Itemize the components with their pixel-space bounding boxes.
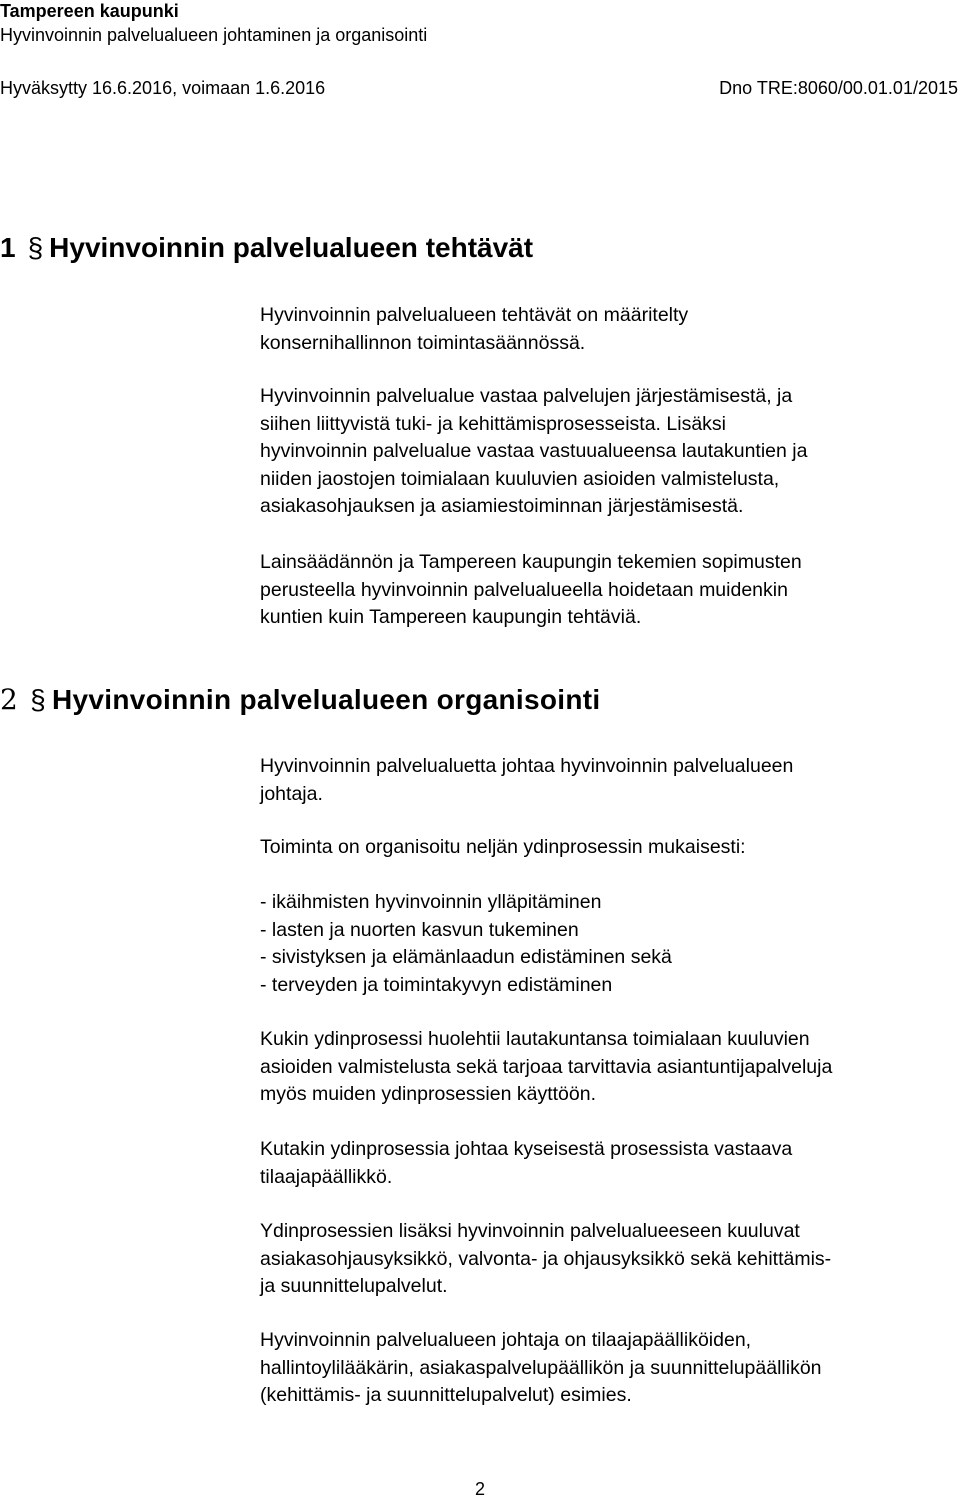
s1-paragraph-2 [260, 383, 950, 521]
section-2-number: 2 [0, 683, 19, 716]
s2-paragraph-2 [260, 1136, 950, 1191]
document-number: Dno TRE:8060/00.01.01/2015 [719, 78, 958, 98]
text-line: Kutakin ydinprosessia johtaa kyseisestä prosessista vastaava [260, 1138, 793, 1160]
section-symbol: § [27, 232, 44, 263]
text-line: (kehittämis- ja suunnittelupalvelut) esimies. [260, 1384, 632, 1406]
text-line: johtaja. [260, 782, 323, 805]
section-2-title: Hyvinvoinnin palvelualueen organisointi [52, 684, 601, 715]
text-line: Hyvinvoinnin palvelualue vastaa palvelujen järjestämisestä, ja [260, 385, 793, 407]
s2-intro [260, 753, 950, 808]
text-line: Lainsäädännön ja Tampereen kaupungin tekemien sopimusten [260, 551, 802, 573]
section-symbol: § [30, 684, 46, 715]
approval-date: Hyväksytty 16.6.2016, voimaan 1.6.2016 [0, 78, 326, 98]
text-line: Hyvinvoinnin palvelualueen tehtävät on määritelty [260, 304, 689, 326]
text-line: Toiminta on organisoitu neljän ydinprosessin mukaisesti: [260, 836, 746, 858]
list-item: - ikäihmisten hyvinvoinnin ylläpitäminen [260, 891, 602, 913]
text-line: kuntien kuin Tampereen kaupungin tehtäviä. [260, 606, 642, 628]
text-line: Hyvinvoinnin palvelualueen johtaja on tilaajapäälliköiden, [260, 1329, 752, 1351]
text-line: konsernihallinnon toimintasäännössä. [260, 331, 586, 354]
text-line: asiakasohjauksen ja asiamiestoiminnan järjestämisestä. [260, 495, 744, 517]
text-line: perusteella hyvinvoinnin palvelualueella hoidetaan muidenkin [260, 578, 788, 601]
text-line: hyvinvoinnin palvelualue vastaa vastuualueensa lautakuntien ja [260, 440, 808, 462]
section-2-heading [0, 683, 600, 717]
list-item: - sivistyksen ja elämänlaadun edistäminen sekä [260, 946, 672, 968]
text-line: siihen liittyvistä tuki- ja kehittämisprosesseista. Lisäksi [260, 412, 727, 435]
s2-list-intro [260, 834, 950, 862]
section-1-heading [0, 231, 533, 265]
text-line: Kukin ydinprosessi huolehtii lautakuntansa toimialaan kuuluvien [260, 1028, 810, 1050]
s2-paragraph-3 [260, 1218, 950, 1301]
text-line: myös muiden ydinprosessien käyttöön. [260, 1083, 597, 1105]
text-line: Ydinprosessien lisäksi hyvinvoinnin palvelualueeseen kuuluvat [260, 1220, 800, 1242]
s1-paragraph-3 [260, 549, 950, 632]
list-item: - lasten ja nuorten kasvun tukeminen [260, 918, 579, 941]
text-line: niiden jaostojen toimialaan kuuluvien asioiden valmistelusta, [260, 467, 780, 490]
list-item: - terveyden ja toimintakyvyn edistäminen [260, 973, 613, 996]
s2-paragraph-1 [260, 1026, 950, 1109]
text-line: asiakasohjausyksikkö, valvonta- ja ohjausyksikkö sekä kehittämis- [260, 1247, 832, 1270]
s2-paragraph-4 [260, 1327, 950, 1410]
s1-paragraph-1 [260, 302, 950, 357]
text-line: hallintoylilääkärin, asiakaspalvelupäällikön ja suunnittelupäällikön [260, 1356, 822, 1379]
section-1-title: Hyvinvoinnin palvelualueen tehtävät [49, 232, 534, 263]
text-line: asioiden valmistelusta sekä tarjoaa tarvittavia asiantuntijapalveluja [260, 1055, 833, 1078]
document-title: Hyvinvoinnin palvelualueen johtaminen ja organisointi [0, 25, 428, 45]
page-number: 2 [474, 1479, 485, 1499]
text-line: Hyvinvoinnin palvelualuetta johtaa hyvinvoinnin palvelualueen [260, 755, 794, 777]
section-1-number: 1 [0, 232, 16, 263]
text-line: ja suunnittelupalvelut. [260, 1275, 448, 1297]
core-process-list [260, 889, 950, 999]
organization-name: Tampereen kaupunki [0, 1, 179, 21]
text-line: tilaajapäällikkö. [260, 1165, 393, 1188]
